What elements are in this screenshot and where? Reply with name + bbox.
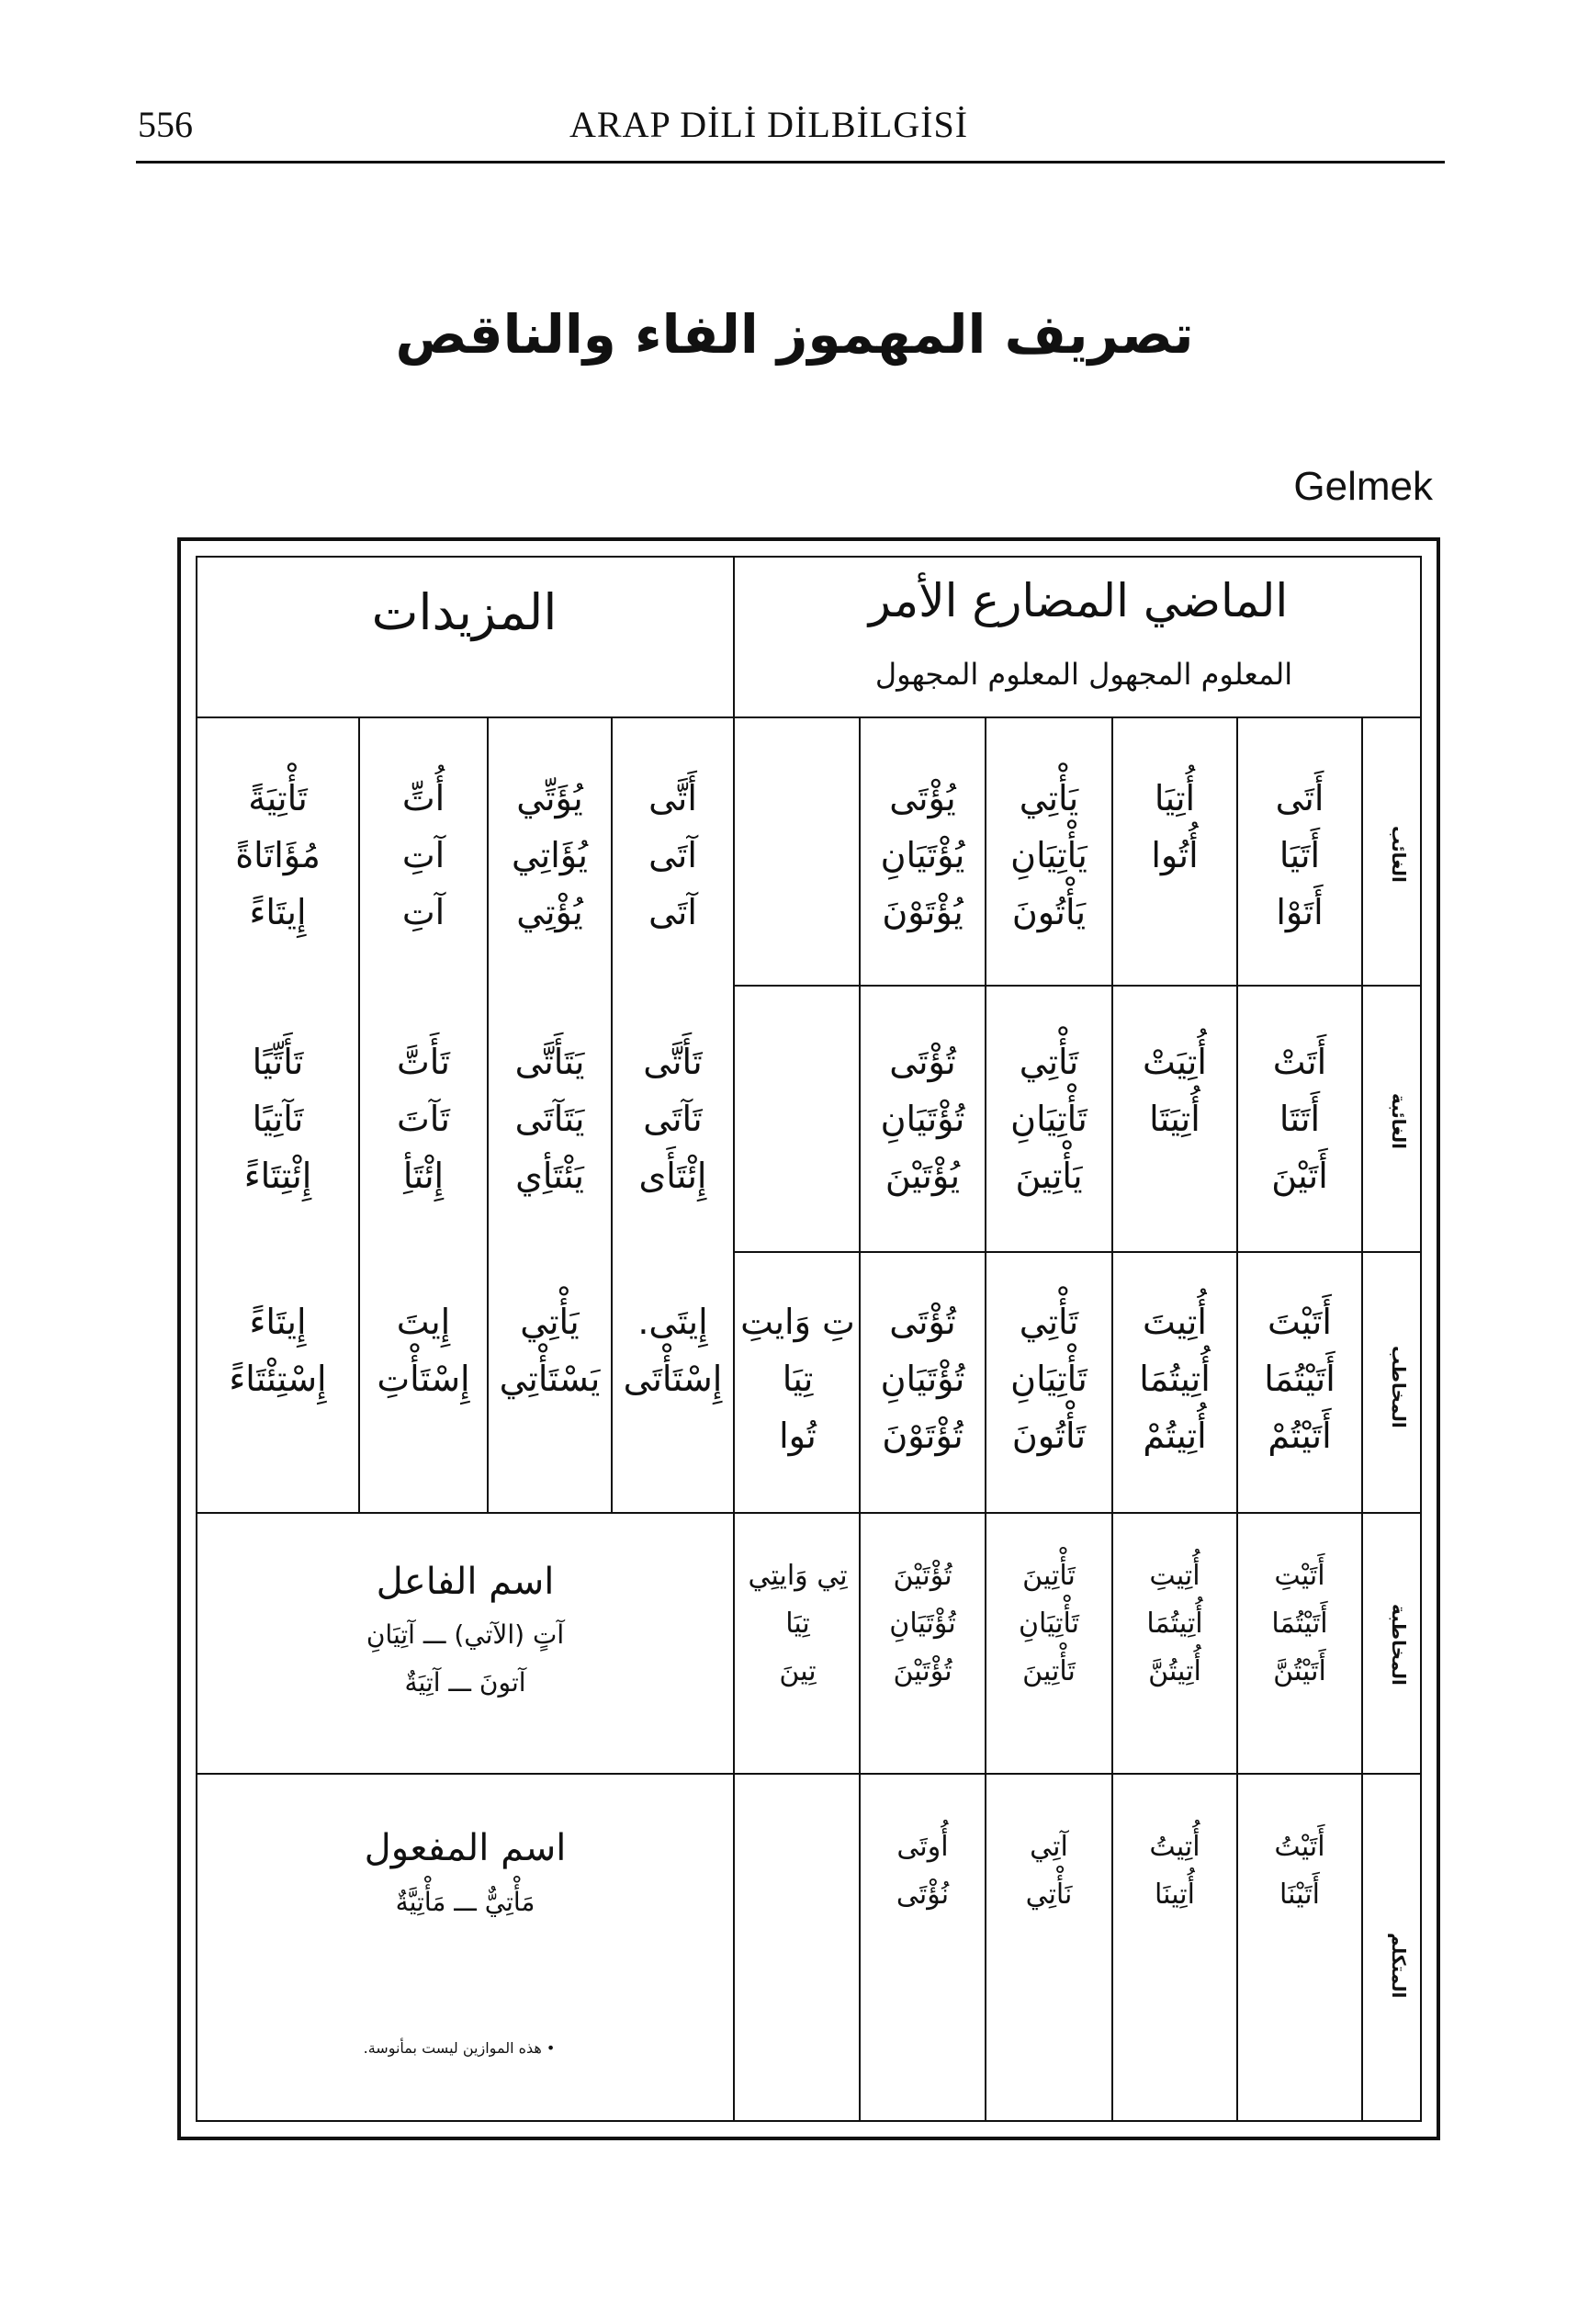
participle-title: اسم الفاعل bbox=[376, 1561, 555, 1603]
table-cell: تَأْتِي تَأْتِيَانِ يَأْتِينَ bbox=[1010, 1042, 1088, 1196]
table-cell: أُوتَى نُؤْتَى bbox=[896, 1831, 950, 1911]
page-title: تصريف المهموز الفاء والناقص bbox=[395, 303, 1194, 366]
row-label: المخاطب bbox=[1388, 1346, 1410, 1428]
row-label: المتكلم bbox=[1388, 1933, 1410, 1999]
table-cell: تَأْتِي تَأْتِيَانِ تَأْتُونَ bbox=[1010, 1302, 1088, 1456]
table-cell: يُؤْتَى يُؤْتَيَانِ يُؤْتَوْنَ bbox=[880, 778, 965, 932]
row-divider bbox=[196, 1773, 1422, 1775]
table-cell: أُتِيَتْ أُتِيَتَا bbox=[1143, 1042, 1207, 1139]
row-divider bbox=[735, 985, 1422, 987]
table-cell: أُتِيَا أُتُوا bbox=[1151, 778, 1199, 875]
table-cell: أُتِيتُ أُتِينَا bbox=[1149, 1831, 1200, 1911]
row-divider bbox=[735, 1251, 1422, 1253]
table-cell: أَتَيْتُ أَتَيْنَا bbox=[1274, 1831, 1325, 1911]
tense-header: الماضي المضارع الأمر bbox=[868, 574, 1289, 627]
row-label: المخاطبة bbox=[1388, 1603, 1410, 1686]
table-cell: تِ وَايتِ تِيَا تُوا bbox=[740, 1302, 855, 1456]
table-cell: إِيتَاءً إِسْتِئْتَاءً bbox=[229, 1302, 327, 1399]
table-cell: تَأْتِينَ تَأْتِيَانِ تَأْتِينَ bbox=[1018, 1560, 1080, 1687]
table-cell: أُتِيتِ أُتِيتُمَا أُتِيتُنَّ bbox=[1146, 1560, 1203, 1687]
table-cell: تَأْتِيَةً مُؤَاتَاةً إِيتَاءً bbox=[235, 778, 321, 932]
row-divider bbox=[196, 1512, 1422, 1514]
subtitle: Gelmek bbox=[1293, 464, 1433, 509]
participle-line: آتونَ ـــ آتِيَةٌ bbox=[404, 1667, 526, 1698]
table-cell: تَأَتَّ تَآتَ إِئْتَأِ bbox=[397, 1042, 450, 1196]
label-column-divider bbox=[1361, 716, 1363, 2122]
voice-subheader: المعلوم المجهول المعلوم المجهول bbox=[874, 657, 1293, 692]
passive-participle bbox=[197, 1819, 733, 1927]
row-label: الغائب bbox=[1388, 826, 1410, 883]
table-cell: يَتَأَتَّى يَتَآتَى يَئْتَأِي bbox=[514, 1042, 585, 1196]
table-cell: تَأَتَّى تَآتَى إِئْتَأَى bbox=[638, 1042, 707, 1196]
table-cell: إِيتَى. إِسْتَأْتَى bbox=[623, 1302, 723, 1399]
table-cell: تَأَتِّيًا تَآتِيًا إِئْتِتَاءً bbox=[243, 1042, 312, 1196]
participle-line: آتٍ (الآتي) ـــ آتِيَانِ bbox=[366, 1619, 565, 1650]
table-cell: أَتَيْتِ أَتَيْتُمَا أَتَيْتُنَّ bbox=[1271, 1560, 1328, 1687]
row-label: الغائبة bbox=[1388, 1092, 1410, 1149]
participle-line: مَأْتِيٌّ ـــ مَأْتِيَّةٌ bbox=[395, 1887, 535, 1917]
table-cell: أَتَيْتَ أَتَيْتُمَا أَتَيْتُمْ bbox=[1264, 1302, 1335, 1456]
table-cell: آتِي نَأْتِي bbox=[1025, 1831, 1073, 1911]
table-cell: أُتِّ آتِ آتِ bbox=[401, 778, 445, 932]
mazid-header: المزيدات bbox=[371, 583, 558, 641]
table-cell: يَأْتِي يَسْتَأْتِي bbox=[499, 1302, 601, 1399]
page-number: 556 bbox=[138, 104, 193, 145]
header-rule bbox=[136, 161, 1445, 164]
table-cell: تِي وَايتِي تِيَا تِينَ bbox=[748, 1560, 848, 1687]
table-cell: يُؤَتِّي يُؤَاتِي يُؤْتِي bbox=[511, 778, 588, 932]
table-cell: أُتِيتَ أُتِيتُمَا أُتِيتُمْ bbox=[1139, 1302, 1211, 1456]
table-cell: تُؤْتَى تُؤْتَيَانِ تُؤْتَوْنَ bbox=[880, 1302, 965, 1456]
table-cell: يَأْتِي يَأْتِيَانِ يَأْتُونَ bbox=[1010, 778, 1088, 932]
table-cell: تُؤْتَى تُؤْتَيَانِ يُؤْتَيْنَ bbox=[880, 1042, 965, 1196]
participle-title: اسم المفعول bbox=[364, 1827, 567, 1869]
table-cell: أَتَى أَتَيَا أَتَوْا bbox=[1275, 778, 1324, 932]
table-cell: تُؤْتَيْنَ تُؤْتَيَانِ تُؤْتَيْنَ bbox=[889, 1560, 956, 1687]
table-cell: أَتَتْ أَتَتَا أَتَيْنَ bbox=[1271, 1042, 1328, 1196]
table-cell: إِيتَ إِسْتَأْتِ bbox=[377, 1302, 470, 1399]
table-cell: أَتَّى آتَى آتَى bbox=[648, 778, 697, 932]
running-title: ARAP DİLİ DİLBİLGİSİ bbox=[569, 104, 969, 145]
active-participle bbox=[197, 1552, 733, 1707]
section-divider bbox=[733, 556, 735, 2122]
footnote: • هذه الموازين ليست بمأنوسة. bbox=[363, 2039, 556, 2057]
